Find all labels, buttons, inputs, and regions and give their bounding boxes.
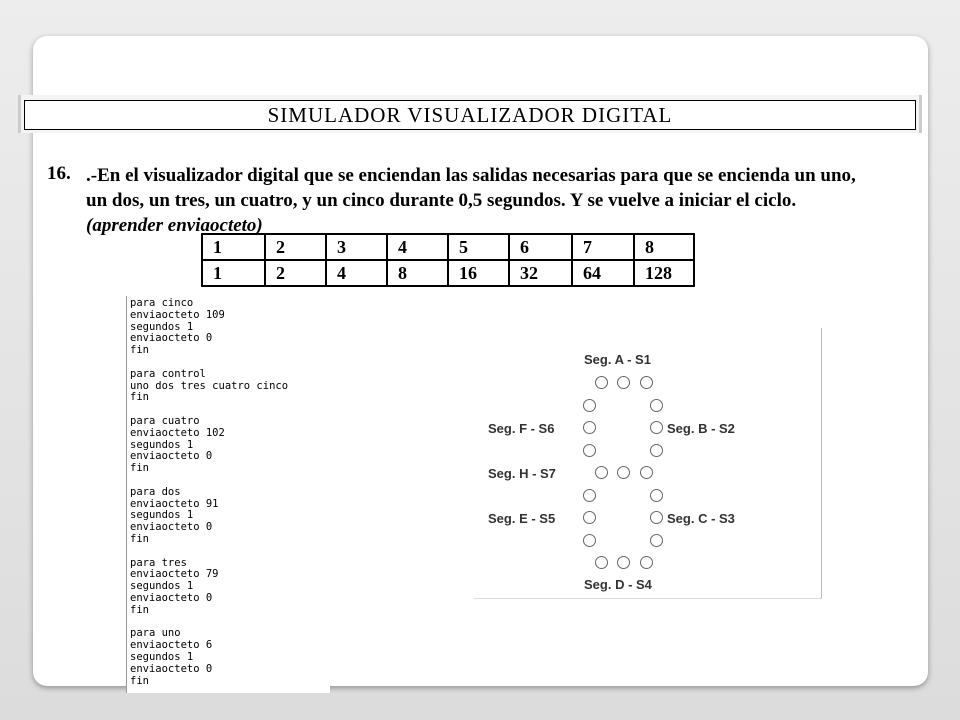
seven-segment-diagram — [474, 328, 822, 599]
code-line: enviaocteto 102 — [130, 426, 225, 439]
led-indicator — [617, 466, 630, 479]
code-line: fin — [130, 532, 149, 545]
led-indicator — [595, 376, 608, 389]
bit-value-table — [201, 233, 695, 287]
table-cell: 4 — [326, 260, 387, 286]
segment-label-d: Seg. D - S4 — [584, 577, 652, 592]
code-line: fin — [130, 462, 149, 475]
led-indicator — [583, 489, 596, 502]
led-indicator — [650, 511, 663, 524]
code-line — [130, 546, 330, 558]
code-line: enviaocteto 109 — [130, 308, 225, 321]
table-cell: 2 — [265, 234, 326, 260]
led-indicator — [650, 444, 663, 457]
code-line: para cuatro — [130, 414, 200, 427]
led-indicator — [640, 376, 653, 389]
code-line: enviaocteto 0 — [130, 591, 213, 604]
led-indicator — [617, 556, 630, 569]
table-cell: 2 — [265, 260, 326, 286]
segment-label-b: Seg. B - S2 — [667, 421, 735, 436]
led-indicator — [650, 421, 663, 434]
problem-text: .-En el visualizador digital que se enciendan las salidas necesarias para que se encienda un uno, un dos, un tres, un cuatro, y un cinco durante 0,5 segundos. Y se vuelve a iniciar el ciclo. — [86, 165, 856, 211]
code-line: enviaocteto 0 — [130, 332, 213, 345]
code-line: enviaocteto 0 — [130, 450, 213, 463]
table-cell: 128 — [634, 260, 694, 286]
code-listing — [126, 296, 330, 693]
segment-label-h: Seg. H - S7 — [488, 466, 556, 481]
code-line: para cinco — [130, 297, 194, 309]
table-row-values — [202, 260, 694, 286]
led-indicator — [640, 466, 653, 479]
code-line: segundos 1 — [130, 650, 194, 663]
code-line: enviaocteto 0 — [130, 662, 213, 675]
table-cell: 6 — [509, 234, 572, 260]
led-indicator — [617, 376, 630, 389]
code-line: enviaocteto 91 — [130, 497, 219, 510]
table-cell: 16 — [448, 260, 509, 286]
code-line: segundos 1 — [130, 509, 194, 522]
document-title: SIMULADOR VISUALIZADOR DIGITAL — [24, 100, 916, 130]
segment-label-a: Seg. A - S1 — [584, 352, 651, 367]
led-indicator — [650, 489, 663, 502]
table-cell: 4 — [387, 234, 448, 260]
code-line: fin — [130, 603, 149, 616]
table-cell: 32 — [509, 260, 572, 286]
led-indicator — [650, 534, 663, 547]
code-line: para control — [130, 367, 206, 380]
led-indicator — [650, 399, 663, 412]
code-line — [130, 475, 330, 487]
table-cell: 1 — [202, 260, 265, 286]
led-indicator — [583, 444, 596, 457]
code-line — [130, 357, 330, 369]
segment-label-e: Seg. E - S5 — [488, 511, 556, 526]
code-line: enviaocteto 0 — [130, 521, 213, 534]
led-indicator — [583, 421, 596, 434]
segment-label-f: Seg. F - S6 — [488, 421, 555, 436]
table-cell: 8 — [387, 260, 448, 286]
code-line: enviaocteto 6 — [130, 639, 213, 652]
code-line: para uno — [130, 627, 181, 640]
code-line: segundos 1 — [130, 580, 194, 593]
code-line: segundos 1 — [130, 320, 194, 333]
led-indicator — [595, 466, 608, 479]
led-indicator — [583, 534, 596, 547]
code-line: uno dos tres cuatro cinco — [130, 379, 289, 392]
table-cell: 5 — [448, 234, 509, 260]
problem-number: 16. — [47, 163, 71, 184]
table-cell: 7 — [572, 234, 634, 260]
code-line: segundos 1 — [130, 438, 194, 451]
code-line: para tres — [130, 556, 187, 569]
table-cell: 3 — [326, 234, 387, 260]
table-cell: 64 — [572, 260, 634, 286]
code-line: enviaocteto 79 — [130, 568, 219, 581]
code-line: fin — [130, 344, 149, 357]
code-line: fin — [130, 391, 149, 404]
table-cell: 1 — [202, 234, 265, 260]
problem-statement — [86, 163, 876, 238]
table-row-positions — [202, 234, 694, 260]
led-indicator — [583, 511, 596, 524]
led-indicator — [583, 399, 596, 412]
code-line: para dos — [130, 485, 181, 498]
code-line: fin — [130, 674, 149, 687]
table-cell: 8 — [634, 234, 694, 260]
problem-hint: (aprender enviaocteto) — [86, 215, 263, 236]
led-indicator — [640, 556, 653, 569]
led-indicator — [595, 556, 608, 569]
segment-label-c: Seg. C - S3 — [667, 511, 735, 526]
